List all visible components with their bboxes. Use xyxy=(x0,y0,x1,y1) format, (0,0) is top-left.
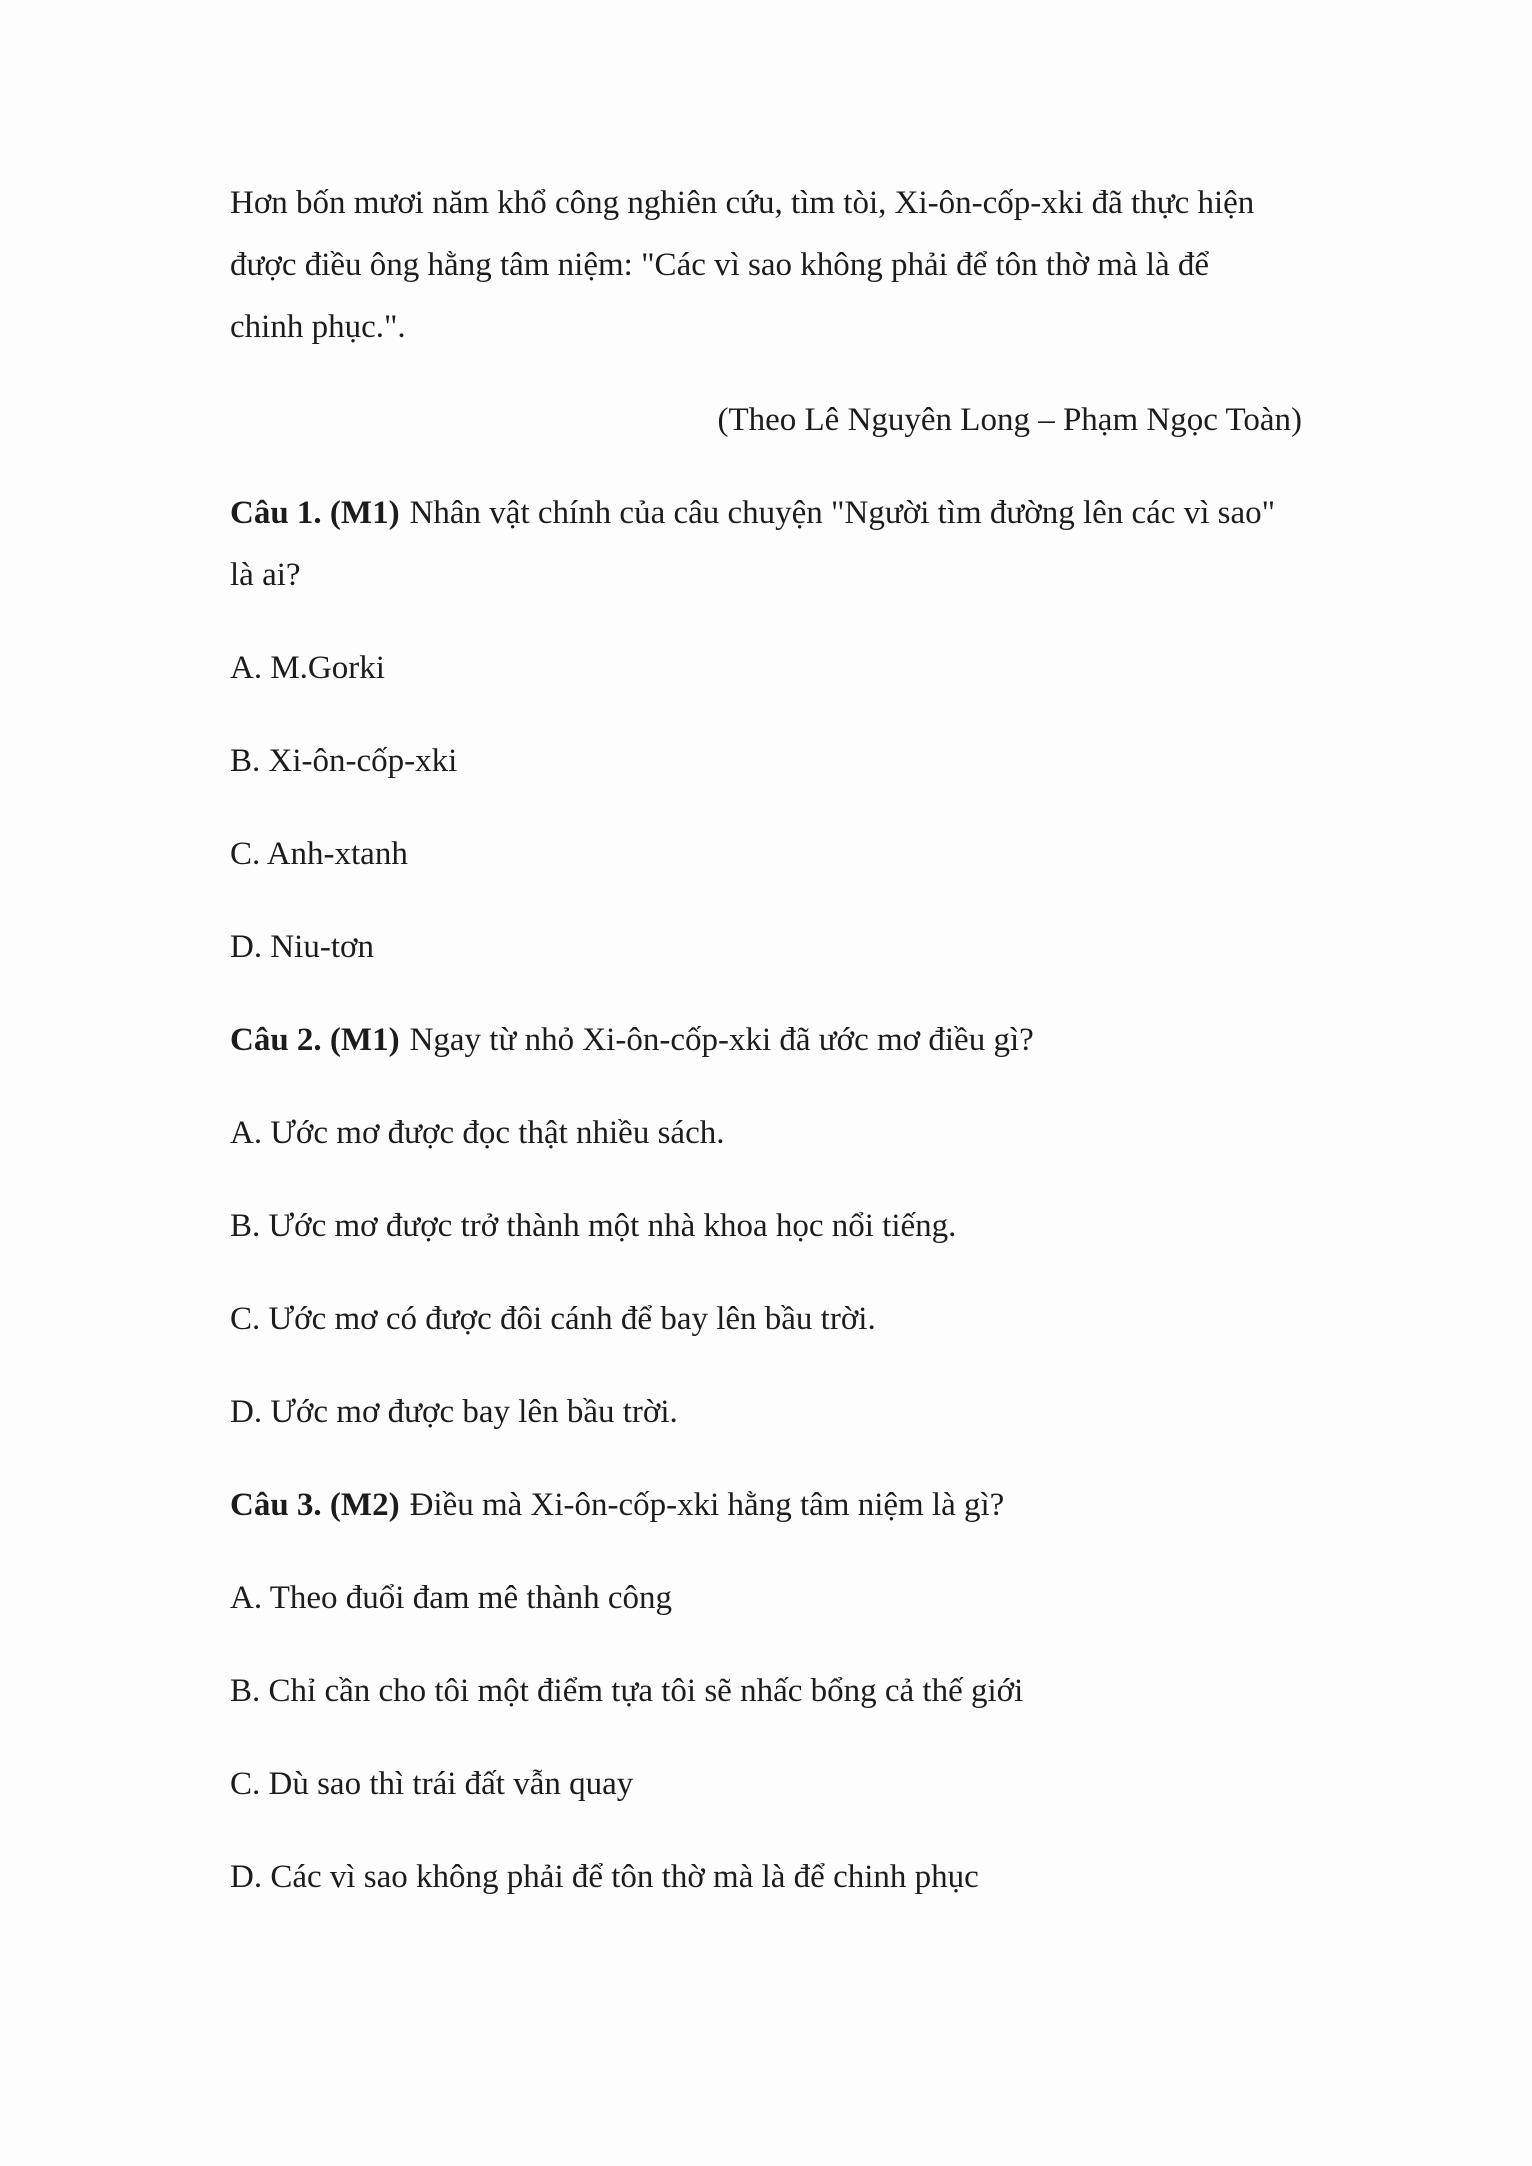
question-1-prompt-line-2: là ai? xyxy=(230,557,301,593)
intro-line-1: Hơn bốn mươi năm khổ công nghiên cứu, tìm tòi, Xi-ôn-cốp-xki đã thực hiện xyxy=(230,185,1255,221)
intro-line-2: được điều ông hằng tâm niệm: "Các vì sao không phải để tôn thờ mà là để xyxy=(230,247,1210,283)
question-2-option-b: B. Ước mơ được trở thành một nhà khoa học nổi tiếng. xyxy=(230,1208,957,1244)
question-1-prompt xyxy=(230,482,1302,544)
question-1-option-a: A. M.Gorki xyxy=(230,650,385,686)
question-2-option-c: C. Ước mơ có được đôi cánh để bay lên bầu trời. xyxy=(230,1301,876,1337)
question-3-prompt xyxy=(230,1474,1302,1536)
question-2-text: Ngay từ nhỏ Xi-ôn-cốp-xki đã ước mơ điều gì? xyxy=(409,1022,1034,1058)
question-1-option-c: C. Anh-xtanh xyxy=(230,836,408,872)
question-2 xyxy=(230,1009,1302,1071)
question-3-option-d: D. Các vì sao không phải để tôn thờ mà là để chinh phục xyxy=(230,1859,979,1895)
intro-line-3: chinh phục.". xyxy=(230,309,406,345)
question-3-label: Câu 3. (M2) xyxy=(230,1487,400,1523)
question-2-option-d: D. Ước mơ được bay lên bầu trời. xyxy=(230,1394,678,1430)
question-3 xyxy=(230,1474,1302,1536)
question-3-text: Điều mà Xi-ôn-cốp-xki hằng tâm niệm là gì? xyxy=(409,1487,1005,1523)
question-1-text: Nhân vật chính của câu chuyện "Người tìm đường lên các vì sao" xyxy=(409,495,1276,531)
question-3-option-a: A. Theo đuổi đam mê thành công xyxy=(230,1580,673,1616)
question-3-option-b: B. Chỉ cần cho tôi một điểm tựa tôi sẽ nhấc bổng cả thế giới xyxy=(230,1673,1024,1709)
question-2-prompt xyxy=(230,1009,1302,1071)
question-1 xyxy=(230,482,1302,606)
intro-paragraph xyxy=(230,172,1302,358)
question-1-option-d: D. Niu-tơn xyxy=(230,929,374,965)
question-1-option-b: B. Xi-ôn-cốp-xki xyxy=(230,743,458,779)
source-attribution: (Theo Lê Nguyên Long – Phạm Ngọc Toàn) xyxy=(717,402,1302,438)
question-1-label: Câu 1. (M1) xyxy=(230,495,400,531)
question-2-label: Câu 2. (M1) xyxy=(230,1022,400,1058)
question-3-option-c: C. Dù sao thì trái đất vẫn quay xyxy=(230,1766,634,1802)
question-2-option-a: A. Ước mơ được đọc thật nhiều sách. xyxy=(230,1115,725,1151)
